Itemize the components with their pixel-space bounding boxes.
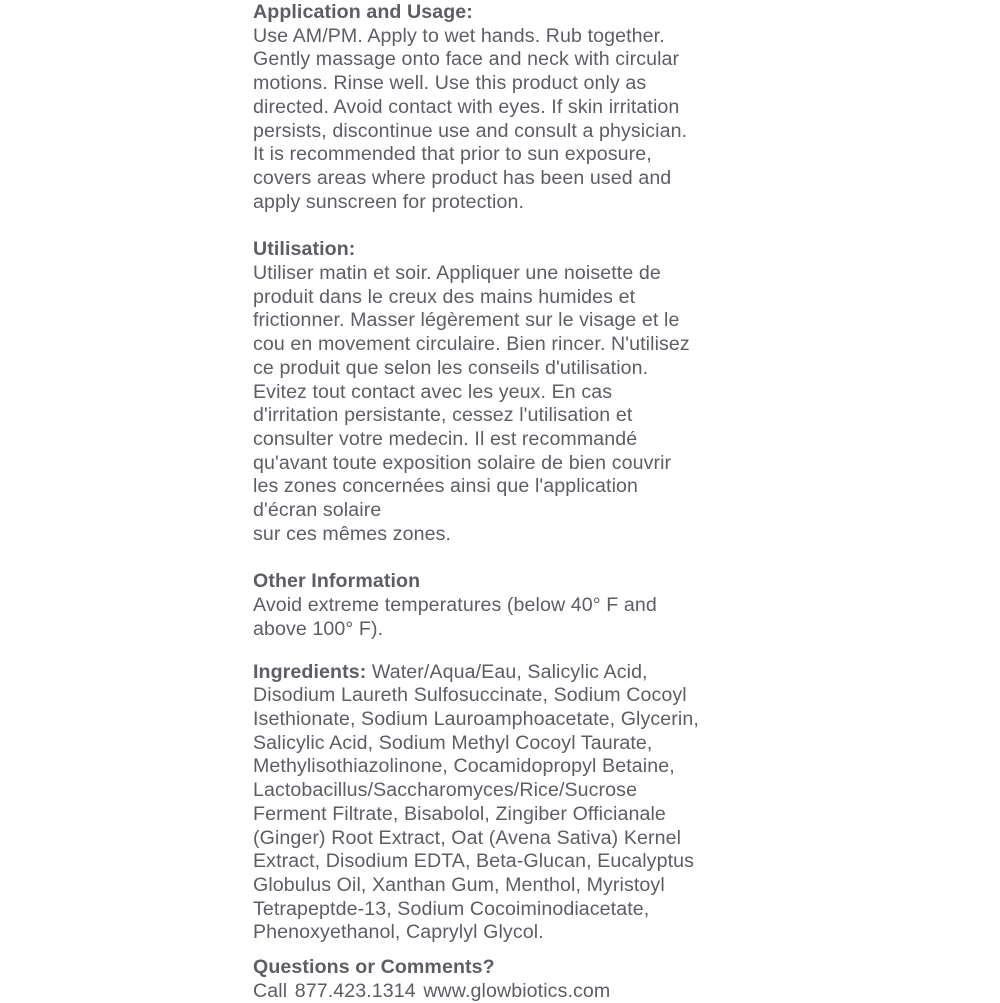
text-line: Evitez tout contact avec les yeux. En cas: [253, 380, 613, 403]
text-line: Use AM/PM. Apply to wet hands. Rub together.: [253, 24, 665, 47]
text-line: Tetrapeptde-13, Sodium Cocoiminodiacetate,: [253, 897, 650, 920]
utilisation-body: [253, 262, 913, 546]
application-usage-heading: Application and Usage:: [253, 1, 473, 23]
text-line: persists, discontinue use and consult a physician.: [253, 119, 688, 142]
text-line: Ferment Filtrate, Bisabolol, Zingiber Officianale: [253, 802, 666, 825]
section-ingredients: [253, 661, 913, 945]
section-questions-comments: [253, 956, 913, 1003]
text-line: les zones concernées ainsi que l'application: [253, 475, 639, 498]
text-line: Lactobacillus/Saccharomyces/Rice/Sucrose: [253, 779, 638, 802]
text-line: Phenoxyethanol, Caprylyl Glycol.: [253, 921, 544, 944]
product-label-text-panel: [253, 1, 913, 1003]
website-url: www.glowbiotics.com: [423, 979, 611, 1002]
text-line: Avoid extreme temperatures (below 40° F and: [253, 594, 657, 617]
section-application-usage: [253, 1, 913, 214]
text-line: directed. Avoid contact with eyes. If skin irritation: [253, 95, 680, 118]
text-line: ce produit que selon les conseils d'utilisation.: [253, 356, 649, 379]
section-other-information: [253, 570, 913, 641]
text-line: Utiliser matin et soir. Appliquer une noisette de: [253, 262, 661, 285]
text-line: motions. Rinse well. Use this product only as: [253, 72, 647, 95]
text-line: d'écran solaire: [253, 499, 382, 522]
ingredients-body: [253, 661, 913, 945]
text-line: apply sunscreen for protection.: [253, 190, 525, 213]
call-label: Call: [253, 979, 288, 1002]
text-line: Extract, Disodium EDTA, Beta-Glucan, Eucalyptus: [253, 850, 695, 873]
text-line: qu'avant toute exposition solaire de bien couvrir: [253, 451, 672, 474]
text-line: Isethionate, Sodium Lauroamphoacetate, Glycerin,: [253, 707, 699, 730]
text-line: Gently massage onto face and neck with circular: [253, 48, 680, 71]
text-line: Ingredients: Water/Aqua/Eau, Salicylic Acid,: [253, 660, 648, 683]
application-usage-body: [253, 25, 913, 215]
other-information-body: [253, 594, 913, 641]
text-line: above 100° F).: [253, 617, 384, 640]
text-line: Methylisothiazolinone, Cocamidopropyl Betaine,: [253, 755, 675, 778]
text-line: cou en movement circulaire. Bien rincer. N'utilisez: [253, 333, 690, 356]
text-line: Globulus Oil, Xanthan Gum, Menthol, Myristoyl: [253, 873, 665, 896]
text-line: d'irritation persistante, cessez l'utilisation et: [253, 404, 633, 427]
phone-number: 877.423.1314: [294, 979, 416, 1002]
text-line: (Ginger) Root Extract, Oat (Avena Sativa) Kernel: [253, 826, 682, 849]
ingredients-inline-heading: Ingredients:: [253, 660, 367, 683]
text-line: frictionner. Masser légèrement sur le visage et le: [253, 309, 680, 332]
text-line: It is recommended that prior to sun exposure,: [253, 143, 652, 166]
text-line: Salicylic Acid, Sodium Methyl Cocoyl Taurate,: [253, 731, 653, 754]
text-line: produit dans le creux des mains humides et: [253, 285, 636, 308]
text-line: Disodium Laureth Sulfosuccinate, Sodium Cocoyl: [253, 684, 687, 707]
text-line: covers areas where product has been used and: [253, 166, 672, 189]
section-utilisation: [253, 238, 913, 546]
text-line: consulter votre medecin. Il est recommandé: [253, 427, 638, 450]
questions-comments-heading: Questions or Comments?: [253, 956, 495, 979]
text-line: sur ces mêmes zones.: [253, 522, 452, 545]
utilisation-heading: Utilisation:: [253, 238, 356, 261]
other-information-heading: Other Information: [253, 570, 421, 593]
